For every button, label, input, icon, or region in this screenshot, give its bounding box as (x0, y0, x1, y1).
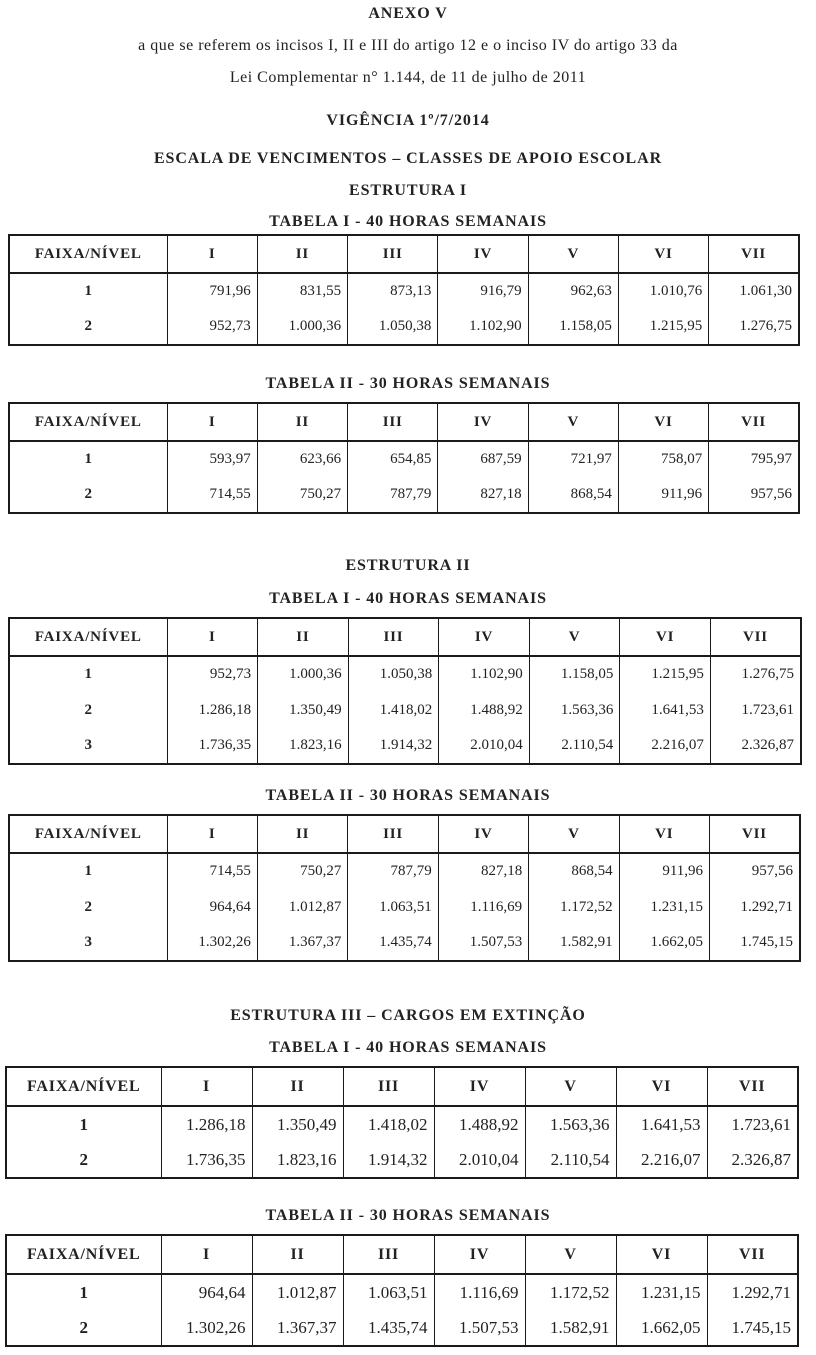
column-header-faixa-nivel: FAIXA/NÍVEL (6, 1235, 161, 1274)
structure-3-title: ESTRUTURA III – CARGOS EM EXTINÇÃO (230, 1007, 586, 1024)
table-header-row (6, 1067, 798, 1106)
column-header-level: II (257, 235, 347, 273)
column-header-faixa-nivel: FAIXA/NÍVEL (9, 815, 167, 853)
salary-table (8, 402, 800, 514)
column-header-level: VII (707, 1067, 798, 1106)
salary-value-cell: 964,64 (167, 889, 257, 925)
salary-value-cell: 2.010,04 (439, 728, 530, 764)
column-header-level: III (348, 618, 439, 656)
salary-value-cell: 1.823,16 (252, 1142, 343, 1178)
faixa-cell: 1 (9, 441, 167, 477)
faixa-cell: 1 (6, 1274, 161, 1310)
faixa-cell: 1 (9, 273, 167, 309)
structure-3-table-1-title: TABELA I - 40 HORAS SEMANAIS (269, 1039, 547, 1056)
column-header-level: I (167, 235, 257, 273)
salary-value-cell: 1.662,05 (619, 925, 709, 961)
salary-table (8, 234, 800, 346)
column-header-faixa-nivel: FAIXA/NÍVEL (6, 1067, 161, 1106)
salary-value-cell: 1.302,26 (161, 1310, 252, 1346)
column-header-level: VI (618, 403, 708, 441)
salary-value-cell: 1.063,51 (343, 1274, 434, 1310)
column-header-level: VII (709, 235, 799, 273)
structure-2-table-1-title: TABELA I - 40 HORAS SEMANAIS (269, 590, 547, 607)
salary-value-cell: 827,18 (438, 853, 528, 889)
salary-value-cell: 1.435,74 (343, 1310, 434, 1346)
salary-value-cell: 827,18 (438, 477, 528, 513)
salary-value-cell: 868,54 (528, 477, 618, 513)
salary-value-cell: 2.110,54 (529, 728, 620, 764)
column-header-level: VI (616, 1067, 707, 1106)
salary-value-cell: 1.215,95 (618, 309, 708, 345)
salary-value-cell: 873,13 (348, 273, 438, 309)
salary-value-cell: 1.012,87 (252, 1274, 343, 1310)
salary-value-cell: 791,96 (167, 273, 257, 309)
table-row (9, 889, 800, 925)
salary-value-cell: 1.736,35 (161, 1142, 252, 1178)
salary-table (8, 617, 802, 765)
salary-value-cell: 1.507,53 (438, 925, 528, 961)
salary-value-cell: 911,96 (619, 853, 709, 889)
column-header-level: II (257, 403, 347, 441)
salary-value-cell: 787,79 (348, 477, 438, 513)
salary-value-cell: 1.723,61 (710, 692, 801, 728)
structure-2-table-2-title: TABELA II - 30 HORAS SEMANAIS (265, 787, 551, 804)
salary-value-cell: 957,56 (710, 853, 800, 889)
salary-value-cell: 721,97 (528, 441, 618, 477)
salary-value-cell: 1.418,02 (348, 692, 439, 728)
salary-value-cell: 1.823,16 (258, 728, 349, 764)
salary-value-cell: 1.367,37 (252, 1310, 343, 1346)
salary-value-cell: 1.582,91 (529, 925, 619, 961)
salary-value-cell: 1.641,53 (616, 1106, 707, 1142)
column-header-level: IV (438, 815, 528, 853)
salary-value-cell: 1.914,32 (343, 1142, 434, 1178)
salary-value-cell: 1.350,49 (252, 1106, 343, 1142)
salary-value-cell: 1.231,15 (616, 1274, 707, 1310)
salary-value-cell: 1.507,53 (434, 1310, 525, 1346)
column-header-level: VII (707, 1235, 798, 1274)
column-header-level: III (343, 1067, 434, 1106)
column-header-level: II (252, 1067, 343, 1106)
table-row (6, 1274, 798, 1310)
column-header-level: VI (616, 1235, 707, 1274)
salary-value-cell: 1.435,74 (348, 925, 438, 961)
column-header-level: VI (620, 618, 711, 656)
salary-value-cell: 1.745,15 (707, 1310, 798, 1346)
salary-value-cell: 714,55 (167, 477, 257, 513)
salary-value-cell: 1.172,52 (525, 1274, 616, 1310)
salary-value-cell: 868,54 (529, 853, 619, 889)
column-header-level: IV (434, 1067, 525, 1106)
salary-table (5, 1234, 799, 1347)
table-header-row (9, 403, 799, 441)
faixa-cell: 2 (9, 889, 167, 925)
salary-value-cell: 1.641,53 (620, 692, 711, 728)
salary-value-cell: 1.158,05 (528, 309, 618, 345)
salary-value-cell: 1.350,49 (258, 692, 349, 728)
salary-value-cell: 1.172,52 (529, 889, 619, 925)
column-header-faixa-nivel: FAIXA/NÍVEL (9, 235, 167, 273)
salary-value-cell: 1.745,15 (710, 925, 800, 961)
salary-value-cell: 1.488,92 (439, 692, 530, 728)
salary-value-cell: 957,56 (709, 477, 799, 513)
salary-value-cell: 1.000,36 (257, 309, 347, 345)
table-row (9, 728, 801, 764)
salary-value-cell: 714,55 (167, 853, 257, 889)
structure-2-title: ESTRUTURA II (345, 557, 471, 574)
salary-value-cell: 687,59 (438, 441, 528, 477)
salary-value-cell: 1.000,36 (258, 656, 349, 692)
salary-value-cell: 2.010,04 (434, 1142, 525, 1178)
table-header-row (9, 235, 799, 273)
salary-value-cell: 1.488,92 (434, 1106, 525, 1142)
salary-value-cell: 1.012,87 (257, 889, 347, 925)
faixa-cell: 1 (6, 1106, 161, 1142)
salary-value-cell: 2.216,07 (620, 728, 711, 764)
salary-table (8, 814, 801, 962)
column-header-level: I (161, 1235, 252, 1274)
table-row (6, 1310, 798, 1346)
salary-value-cell: 964,64 (161, 1274, 252, 1310)
salary-value-cell: 1.302,26 (167, 925, 257, 961)
structure-1-table-1-title: TABELA I - 40 HORAS SEMANAIS (269, 213, 547, 230)
salary-value-cell: 1.292,71 (710, 889, 800, 925)
salary-value-cell: 2.110,54 (525, 1142, 616, 1178)
table-header-row (6, 1235, 798, 1274)
column-header-level: IV (438, 403, 528, 441)
column-header-level: II (252, 1235, 343, 1274)
salary-value-cell: 623,66 (257, 441, 347, 477)
column-header-level: IV (439, 618, 530, 656)
structure-1-title: ESTRUTURA I (349, 182, 467, 199)
salary-value-cell: 1.010,76 (618, 273, 708, 309)
column-header-level: IV (434, 1235, 525, 1274)
salary-value-cell: 1.662,05 (616, 1310, 707, 1346)
faixa-cell: 3 (9, 728, 167, 764)
salary-value-cell: 2.326,87 (707, 1142, 798, 1178)
faixa-cell: 2 (9, 477, 167, 513)
faixa-cell: 1 (9, 853, 167, 889)
column-header-level: IV (438, 235, 528, 273)
faixa-cell: 2 (6, 1310, 161, 1346)
column-header-faixa-nivel: FAIXA/NÍVEL (9, 618, 167, 656)
table-row (9, 273, 799, 309)
salary-value-cell: 593,97 (167, 441, 257, 477)
salary-value-cell: 654,85 (348, 441, 438, 477)
table-row (9, 309, 799, 345)
salary-value-cell: 1.418,02 (343, 1106, 434, 1142)
salary-value-cell: 1.116,69 (434, 1274, 525, 1310)
table-header-row (9, 618, 801, 656)
column-header-level: V (525, 1235, 616, 1274)
column-header-level: III (348, 815, 438, 853)
salary-value-cell: 750,27 (257, 853, 347, 889)
column-header-level: VII (709, 403, 799, 441)
table-row (9, 925, 800, 961)
salary-value-cell: 1.914,32 (348, 728, 439, 764)
column-header-level: I (167, 815, 257, 853)
structure-1-table-2-title: TABELA II - 30 HORAS SEMANAIS (265, 375, 551, 392)
salary-value-cell: 962,63 (528, 273, 618, 309)
faixa-cell: 2 (9, 692, 167, 728)
faixa-cell: 3 (9, 925, 167, 961)
salary-value-cell: 1.736,35 (167, 728, 258, 764)
faixa-cell: 2 (9, 309, 167, 345)
table-row (6, 1106, 798, 1142)
table-row (9, 692, 801, 728)
salary-value-cell: 1.582,91 (525, 1310, 616, 1346)
salary-value-cell: 1.061,30 (709, 273, 799, 309)
salary-value-cell: 1.286,18 (161, 1106, 252, 1142)
salary-value-cell: 1.563,36 (529, 692, 620, 728)
salary-value-cell: 1.563,36 (525, 1106, 616, 1142)
salary-value-cell: 1.367,37 (257, 925, 347, 961)
table-row (9, 441, 799, 477)
column-header-level: II (258, 618, 349, 656)
salary-value-cell: 1.050,38 (348, 309, 438, 345)
salary-value-cell: 1.276,75 (710, 656, 801, 692)
column-header-level: III (348, 403, 438, 441)
salary-value-cell: 1.063,51 (348, 889, 438, 925)
salary-value-cell: 787,79 (348, 853, 438, 889)
salary-value-cell: 758,07 (618, 441, 708, 477)
salary-value-cell: 1.286,18 (167, 692, 258, 728)
table-row (9, 656, 801, 692)
salary-value-cell: 2.216,07 (616, 1142, 707, 1178)
salary-value-cell: 1.723,61 (707, 1106, 798, 1142)
column-header-level: III (343, 1235, 434, 1274)
column-header-level: III (348, 235, 438, 273)
salary-table (5, 1066, 799, 1179)
salary-value-cell: 1.231,15 (619, 889, 709, 925)
column-header-level: II (257, 815, 347, 853)
salary-value-cell: 911,96 (618, 477, 708, 513)
salary-value-cell: 952,73 (167, 309, 257, 345)
salary-value-cell: 795,97 (709, 441, 799, 477)
column-header-level: V (529, 618, 620, 656)
annex-title: ANEXO V (368, 5, 448, 22)
salary-value-cell: 1.116,69 (438, 889, 528, 925)
column-header-faixa-nivel: FAIXA/NÍVEL (9, 403, 167, 441)
salary-value-cell: 1.158,05 (529, 656, 620, 692)
salary-value-cell: 1.050,38 (348, 656, 439, 692)
column-header-level: VI (618, 235, 708, 273)
table-header-row (9, 815, 800, 853)
table-row (6, 1142, 798, 1178)
column-header-level: V (528, 235, 618, 273)
column-header-level: VI (619, 815, 709, 853)
column-header-level: VII (710, 618, 801, 656)
salary-value-cell: 1.102,90 (439, 656, 530, 692)
salary-value-cell: 2.326,87 (710, 728, 801, 764)
table-row (9, 853, 800, 889)
salary-value-cell: 831,55 (257, 273, 347, 309)
vigencia-date: VIGÊNCIA 1º/7/2014 (326, 112, 490, 129)
column-header-level: V (528, 403, 618, 441)
table-row (9, 477, 799, 513)
column-header-level: I (167, 618, 258, 656)
faixa-cell: 1 (9, 656, 167, 692)
salary-value-cell: 1.102,90 (438, 309, 528, 345)
column-header-level: V (525, 1067, 616, 1106)
faixa-cell: 2 (6, 1142, 161, 1178)
column-header-level: VII (710, 815, 800, 853)
salary-value-cell: 750,27 (257, 477, 347, 513)
reference-line-1: a que se referem os incisos I, II e III do artigo 12 e o inciso IV do artigo 33 da (138, 37, 678, 54)
salary-scale-title: ESCALA DE VENCIMENTOS – CLASSES DE APOIO ESCOLAR (153, 150, 663, 167)
column-header-level: V (529, 815, 619, 853)
reference-line-2: Lei Complementar n° 1.144, de 11 de julho de 2011 (229, 69, 587, 86)
salary-value-cell: 916,79 (438, 273, 528, 309)
column-header-level: I (167, 403, 257, 441)
salary-value-cell: 952,73 (167, 656, 258, 692)
structure-3-table-2-title: TABELA II - 30 HORAS SEMANAIS (265, 1207, 551, 1224)
salary-value-cell: 1.215,95 (620, 656, 711, 692)
salary-value-cell: 1.276,75 (709, 309, 799, 345)
salary-value-cell: 1.292,71 (707, 1274, 798, 1310)
column-header-level: I (161, 1067, 252, 1106)
